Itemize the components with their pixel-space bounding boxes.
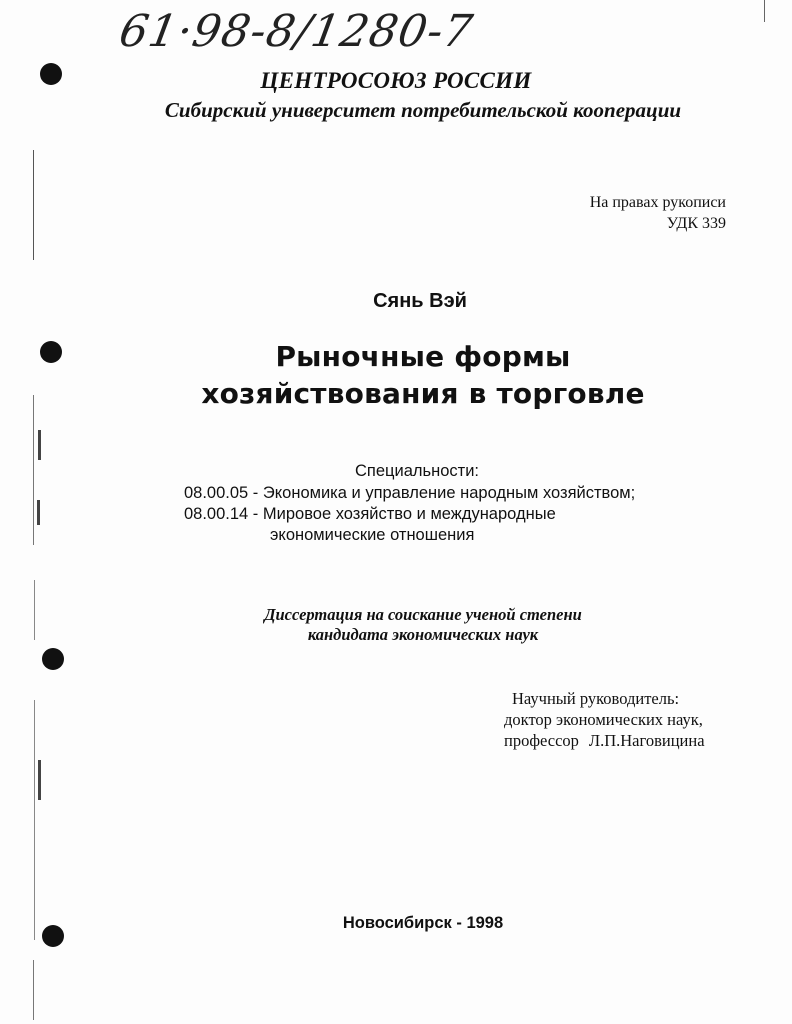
udc-code: УДК 339 xyxy=(666,215,726,232)
dissertation-degree xyxy=(0,605,792,645)
supervisor-line xyxy=(504,730,705,751)
specialty-item: 08.00.05 - Экономика и управление народным хозяйством; xyxy=(184,484,636,502)
manuscript-rights-block xyxy=(590,192,726,234)
dissertation-title xyxy=(0,338,792,412)
degree-line-2: кандидата экономических наук xyxy=(307,625,539,644)
scan-edge-line xyxy=(33,150,34,260)
title-line-2: хозяйствования в торговле xyxy=(201,377,645,410)
supervisor-name: Л.П.Наговицина xyxy=(588,731,705,750)
scan-speck xyxy=(38,430,41,460)
scan-speck xyxy=(38,760,41,800)
specialty-item-continuation: экономические отношения xyxy=(270,526,475,544)
supervisor-label: Научный руководитель: xyxy=(512,689,680,708)
manuscript-rights-label: На правах рукописи xyxy=(589,194,726,211)
supervisor-degree: доктор экономических наук, xyxy=(504,710,703,729)
title-line-1: Рыночные формы xyxy=(275,340,571,373)
scan-edge-line xyxy=(34,700,35,940)
punch-hole-3 xyxy=(42,648,64,670)
organization-name: ЦЕНТРОСОЮЗ РОССИИ xyxy=(260,68,532,93)
scan-speck xyxy=(37,500,40,525)
supervisor-block xyxy=(504,688,705,751)
scan-edge-line xyxy=(33,960,34,1020)
specialties-heading: Специальности: xyxy=(355,462,479,480)
degree-line-1: Диссертация на соискание ученой степени xyxy=(264,605,582,624)
author-name: Сянь Вэй xyxy=(373,290,467,312)
handwritten-catalog-number: 61·98-8/1280-7 xyxy=(115,6,477,57)
specialty-item: 08.00.14 - Мировое хозяйство и международные xyxy=(184,505,556,523)
scan-edge-line xyxy=(764,0,765,22)
supervisor-position: профессор xyxy=(504,731,579,750)
scan-edge-line xyxy=(33,395,34,545)
city-year: Новосибирск - 1998 xyxy=(342,914,504,932)
university-name: Сибирский университет потребительской кооперации xyxy=(164,98,682,122)
